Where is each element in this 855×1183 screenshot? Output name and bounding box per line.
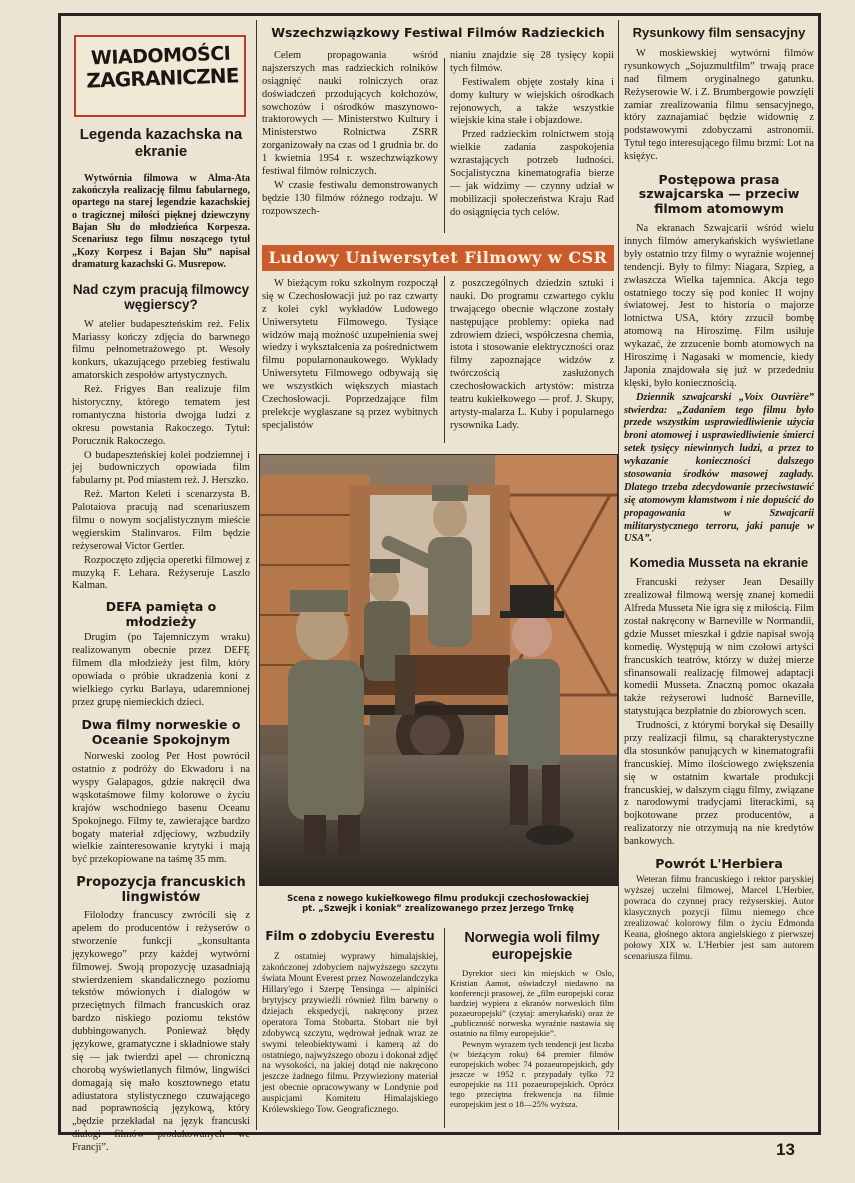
article-wegierski-p2: Reż. Frigyes Ban realizuje film historyczny, którego tematem jest romantyczna historia dwojga ludzi z okresu powstania Rakoczego. Tytuł: Porucznik Rakoczego. xyxy=(72,384,250,447)
headline-defa: DEFA pamięta o młodzieży xyxy=(105,599,217,629)
photo-caption xyxy=(262,893,614,913)
headline-everest: Film o zdobyciu Everestu xyxy=(265,929,435,943)
page-number: 13 xyxy=(776,1140,795,1159)
article-musseta-p2: Trudności, z którymi borykał się Desailly przy realizacji filmu, są charakterystyczne dla stosunków panujących w kinematografii francuskiej. Mimo ilościowego zwiększenia się w ostatnim kwartale produkcji francuskiej, w dalszym ciągu filmy, związane z narodowymi tradycjami literackimi, są bojkotowane przez producentów, a realizatorzy nie otrzymują na nie kredytów bankowych. xyxy=(624,720,814,848)
article-norwegia-block xyxy=(450,930,614,1130)
headline-legenda: Legenda kazachska na ekranie xyxy=(79,126,243,161)
headline-norwegia: Norwegia woli filmy europejskie xyxy=(464,930,600,963)
festiwal-col-a xyxy=(262,50,438,236)
uniwersytet-col-b xyxy=(450,278,614,446)
headline-rysunkowy: Rysunkowy film sensacyjny xyxy=(632,25,806,40)
film-still-photo xyxy=(259,454,618,886)
article-everest: Z ostatniej wyprawy himalajskiej, zakończonej zdobyciem najwyższego szczytu świata Mount Everest przez Nowozelandczyka Hillary'ego i Szerpę Tensinga — alpiniści brytyjscy przywieźli również film barwny o dziejach ekspedycji, nakręcony przez operatora Toma Stobarta. Stobart nie był zdobywcą szczytu, wędrował jednak wraz ze swymi teleobiektywami i kamerą aż do ostatniego, najwyższego obozu i dokonał zdjęć na wysokości, na jakiej dotąd nie nakręcono jeszcze żadnego filmu. Przywieziony materiał jest obecnie opracowywany w Londynie pod auspicjami Komitetu Himalajskiego Królewskiego Tow. Geograficznego. xyxy=(262,951,438,1116)
headline-szwajcarska: Postępowa prasa szwajcarska — przeciw filmom atomowym xyxy=(638,171,800,216)
uniwersytet-a1: W bieżącym roku szkolnym rozpoczął się w Czechosłowacji już po raz czwarty z kolei cykl wykładów Ludowego Uniwersytetu Filmowego. Tysiące widzów mają możność uzupełnienia swej wiedzy i wykształcenia za pośrednictwem filmu popularnonaukowego. Wykłady Uniwersytetu Filmowego odbywają się we wszystkich większych miastach Czechosłowacji. Poprzedzające film prelekcje wygłaszane są przez wybitnych specjalistów xyxy=(262,278,438,431)
article-wegierski-p5: Rozpoczęto zdjęcia operetki filmowej z muzyką F. Lehara. Reżyseruje Laszlo Kalman. xyxy=(72,554,250,592)
article-wegierski-p1: W atelier budapeszteńskim reż. Felix Mariassy kończy zdjęcia do barwnego filmu pełnometrażowego pt. Wesoły konkurs, ukazującego przebieg festiwalu amatorskich zespołów artystycznych. xyxy=(72,318,250,382)
headline-wegierski: Nad czym pracują filmowcy węgierscy? xyxy=(72,281,250,313)
article-everest-block xyxy=(262,930,438,1130)
article-wegierski-p3: O budapeszteńskiej kolei podziemnej i jej budowniczych opowiada film fabularny pt. Pod miastem reż. J. Herszko. xyxy=(72,449,250,487)
headline-festiwal: Wszechzwiązkowy Festiwal Filmów Radzieckich xyxy=(271,25,605,40)
uniwersytet-col-a xyxy=(262,278,438,446)
logo-line2: ZAGRANICZNE xyxy=(85,63,239,93)
column-rule xyxy=(618,20,619,1130)
article-szwajcarska-p2: Dziennik szwajcarski „Voix Ouvrière” stwierdza: „Zadaniem tego filmu było przede wszystkim usprawiedliwienie użycia broni atomowej i usprawiedliwienie śmierci setek tysięcy niewinnych ludzi, a przez to wykazanie konieczności dalszego stosowania środków masowej zagłady. Dlatego trzeba zdecydowanie przeciwstawić się atomowym kłamstwom i nie dopuścić do propagowania w Szwajcarii militarystycznego terroru, jaki panuje w USA”. xyxy=(624,391,814,545)
photo-caption-line1: Scena z nowego kukiełkowego filmu produkcji czechosłowackiej xyxy=(287,893,589,903)
uniwersytet-b1: z poszczególnych dziedzin sztuki i nauki. Do programu czwartego cyklu trwającego obecnie włączone zostały następujące problemy: opieka nad zdrowiem dzieci, współczesna chemia, istota i stosowanie elektryczności oraz filmy zapoznające widzów z twórczością zasłużonych czechosłowackich artystów: mistrza teatru kukiełkowego — prof. J. Skupy, artysty-malarza L. Kuby i popularnego rysownika Lady. xyxy=(450,278,614,431)
article-defa: Drugim (po Tajemniczym wraku) realizowanym obecnie przez DEFĘ filmem dla młodzieży jest film, który opowiada o próbie ukradzenia koni z wielkiego cyrku Barlaya, udaremnionej przez grupę niemieckich dzieci. xyxy=(72,632,250,708)
festiwal-col-b xyxy=(450,50,614,236)
column-rule xyxy=(444,276,445,443)
festiwal-a2: W czasie festiwalu demonstrowanych będzie 130 filmów różnego rodzaju. W rozpowszech- xyxy=(262,179,438,217)
festiwal-b3: Przed radzieckim rolnictwem stoją wielkie zadania zaspokojenia wzrastających potrzeb ludności. Socjalistyczna kinematografia bierze — jak widzimy — czynny udział w mobilizacji społeczeństwa Kraju Rad do osiągnięcia tych celów. xyxy=(450,129,614,218)
article-propozycja: Filolodzy francuscy zwrócili się z apelem do producentów i reżyserów o stworzenie funkcji „konsultanta językowego” przy każdej wytwórni filmowej. Swoją propozycję uzasadniają stwierdzeniem skandalicznego poziomu tekstów mówionych i dialogów w przeciętnych filmach francuskich oraz bardzo niskiego poziomu tekstów dubbingowanych. Ponieważ błędy językowe, gramatyczne i składniowe stały się — jak twierdzi apel — chroniczną chorobą wyświetlanych filmów, lingwiści domagają się mało kosztownego etatu adiustatora stylistycznego czuwającego nad poprawnością językową, który „będzie przekładał na język francuski dialogi filmów produkowanych we Francji”. xyxy=(72,910,250,1154)
headline-propozycja: Propozycja francuskich lingwistów xyxy=(76,875,246,906)
article-musseta-p1: Francuski reżyser Jean Desailly zrealizował filmową wersję znanej komedii Alfreda Musseta Nie igra się z miłością. Film został nakręcony w Barneville w Normandii, gdzie Musset mieszkał i gdzie napisał swoją komedię. Występują w nim czołowi artyści francuskich teatrów, którzy w dużej mierze sfinansowali realizację filmowej adaptacji komedii Musseta. Znaczną pomoc okazała także reżyserowi ludność Barneville, statystująca bezpłatnie do zbiorowych scen. xyxy=(624,577,814,718)
section-logo xyxy=(74,35,246,117)
headline-norweskie: Dwa filmy norweskie o Oceanie Spokojnym xyxy=(81,717,241,747)
article-rysunkowy: W moskiewskiej wytwórni filmów rysunkowych „Sojuzmultfilm” trwają prace nad filmem oryginalnego gatunku. Reżyserowie W. i Z. Brumbergowie powzięli zamiar zrealizowania filmu sensacyjnego, który zaznajamiać będzie widownię z podstawowymi zdobyczami astronomii. Tytuł tego interesującego filmu brzmi: Lot na księżyc. xyxy=(624,47,814,163)
column-rule xyxy=(444,928,445,1128)
article-lherbier: Weteran filmu francuskiego i rektor paryskiej wyższej uczelni filmowej, Marcel L'Herbier, powraca do czynnej pracy reżyserskiej. Autor klasycznych pozycji filmu niemego chce zrealizować kolorowy film o życiu Edmonda Keana, głośnego aktora angielskiego z pierwszej połowy XIX w. L'Herbier jest sam autorem scenariusza filmu. xyxy=(624,875,814,962)
article-legenda: Wytwórnia filmowa w Alma-Ata zakończyła realizację filmu fabularnego, opartego na starej legendzie kazachskiej o tragicznej miłości pięknej dziewczyny Bajan Słu do młodzieńca Korpesza. Scenariusz tego filmu noszącego tytuł „Kozy Korpesz i Bajan Słu” napisał dramaturg kazachski G. Musrepow. xyxy=(72,172,250,271)
article-norweskie: Norweski zoolog Per Host powrócił ostatnio z podróży do Ekwadoru i na wyspy Galapagos, gdzie nakręcił dwa wąskotaśmowe filmy kolorowe o życiu krajów wschodniego basenu Oceanu Spokojnego. Filmy te, zawierające bardzo bogaty materiał zdjęciowy, wzbudziły wielkie zainteresowanie krytyki i mają być przekopiowane na taśmę 35 mm. xyxy=(72,751,250,866)
headline-lherbier: Powrót L'Herbiera xyxy=(655,855,783,871)
logo-line1: WIADOMOŚCI xyxy=(90,42,231,70)
photo-caption-line2: pt. „Szwejk i koniak” zrealizowanego przez Jerzego Trnkę xyxy=(302,903,574,914)
puppet-scene-illustration xyxy=(260,455,617,885)
headline-musseta: Komedia Musseta na ekranie xyxy=(629,555,809,571)
article-szwajcarska-p1: Na ekranach Szwajcarii wśród wielu innych filmów amerykańskich wyświetlane były ostatnio trzy filmy o wyraźnie wojennej tendencji. Były to filmy: Niagara, Szpieg, a zwłaszcza Wielka tajemnica. Akcja tego ostatniego toczy się pod koniec II wojny światowej. Jest to historia o majorze lotnictwa USA, który zrzucił bombę atomową na Hiroszimę. Film usiłuje wykazać, że zrzucenie bomb atomowych na Hiroszimę i Nagasaki w momencie, kiedy Japonia znajdowała się już w przededniu klęski, było koniecznością. xyxy=(624,223,814,389)
column-left xyxy=(72,126,250,1154)
column-right xyxy=(624,26,814,1130)
article-norwegia-p2: Pewnym wyrazem tych tendencji jest liczba (w bieżącym roku) 64 premier filmów europejskich wobec 74 pozaeuropejskich, gdy jeszcze w 1952 r. przypadały tylko 72 europejskie na 111 pozaeuropejskich. Oprócz tego przeciętna frekwencja na filmie europejskim jest o 18—25% wyższa. xyxy=(450,1039,614,1109)
banner-uniwersytet: Ludowy Uniwersytet Filmowy w CSR xyxy=(262,245,614,271)
article-norwegia-p1: Dyrektor sieci kin miejskich w Oslo, Kristian Aamot, oświadczył niedawno na konferencji prasowej, że „film europejski coraz bardziej wypiera z ekranów norweskich film pozaeuropejski” (czytaj: amerykański) oraz że „publiczność norweska wyraźnie nastawia się ostatnio na filmy europejskie”. xyxy=(450,968,614,1039)
festiwal-a1: Celem propagowania wśród najszerszych mas radzieckich rolników osiągnięć nauki rolniczych oraz doświadczeń przodujących kołchozów, sowchozów i ośrodków maszynowo-traktorowych — Ministerstwo Kultury i Ministerstwo Rolnictwa ZSRR zorganizowały na czas od 1 grudnia br. do 1 kwietnia 1954 r. wszechzwiązkowy festiwal filmów rolniczych. xyxy=(262,50,438,178)
column-rule xyxy=(256,20,257,1130)
festiwal-b1: nianiu znajdzie się 28 tysięcy kopii tych filmów. xyxy=(450,50,614,74)
festiwal-b2: Festiwalem objęte zostały kina i domy kultury w wiejskich ośrodkach rejonowych, a także wszystkie wiejskie kina stałe i objazdowe. xyxy=(450,76,614,127)
column-rule xyxy=(444,58,445,233)
article-wegierski-p4: Reż. Marton Keleti i scenarzysta B. Palotaiova pracują nad scenariuszem filmu o nowym socjalistycznym mieście węgierskim Stalinvaros. Film będzie reżyserował Victor Gertler. xyxy=(72,489,250,552)
